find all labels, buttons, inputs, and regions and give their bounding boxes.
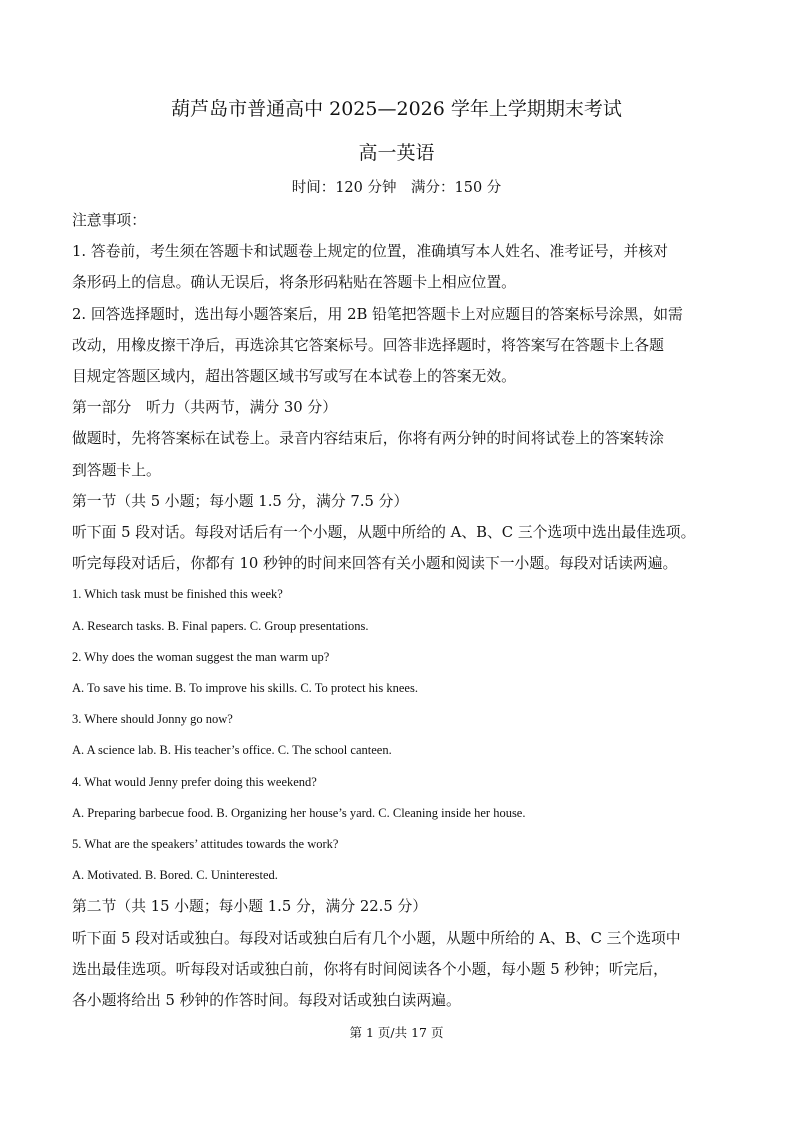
question-line: A. To save his time. B. To improve his skills. C. To protect his knees. bbox=[72, 681, 418, 696]
instruction-line: 听下面 5 段对话。每段对话后有一个小题，从题中所给的 A、B、C 三个选项中选出最佳选项。 bbox=[72, 524, 696, 542]
instruction-line: 1. 答卷前，考生须在答题卡和试题卷上规定的位置，准确填写本人姓名、准考证号，并核对 bbox=[72, 243, 668, 261]
instruction-line: 第一部分 听力（共两节，满分 30 分） bbox=[72, 399, 337, 417]
question-line: 5. What are the speakers’ attitudes towards the work? bbox=[72, 837, 339, 852]
exam-body bbox=[72, 205, 727, 1016]
instruction-line: 听下面 5 段对话或独白。每段对话或独白后有几个小题，从题中所给的 A、B、C 三个选项中 bbox=[72, 929, 681, 947]
instruction-line: 改动，用橡皮擦干净后，再选涂其它答案标号。回答非选择题时，将答案写在答题卡上各题 bbox=[72, 336, 664, 354]
exam-time-and-score: 时间：120 分钟 满分：150 分 bbox=[291, 180, 502, 196]
instruction-line: 各小题将给出 5 秒钟的作答时间。每段对话或独白读两遍。 bbox=[72, 992, 461, 1010]
question-line: 4. What would Jenny prefer doing this weekend? bbox=[72, 774, 317, 789]
instruction-line: 第一节（共 5 小题；每小题 1.5 分，满分 7.5 分） bbox=[72, 492, 409, 510]
instruction-line: 目规定答题区域内，超出答题区域书写或写在本试卷上的答案无效。 bbox=[72, 368, 516, 386]
question-line: A. Motivated. B. Bored. C. Uninterested. bbox=[72, 868, 278, 883]
instruction-line: 条形码上的信息。确认无误后，将条形码粘贴在答题卡上相应位置。 bbox=[72, 274, 516, 292]
instruction-line: 2. 回答选择题时，选出每小题答案后，用 2B 铅笔把答题卡上对应题目的答案标号涂黑，如需 bbox=[72, 305, 683, 323]
question-line: A. A science lab. B. His teacher’s office. C. The school canteen. bbox=[72, 743, 392, 758]
instruction-line: 做题时，先将答案标在试卷上。录音内容结束后，你将有两分钟的时间将试卷上的答案转涂 bbox=[72, 430, 664, 448]
instruction-line: 选出最佳选项。听每段对话或独白前，你将有时间阅读各个小题，每小题 5 秒钟；听完后， bbox=[72, 960, 668, 978]
question-line: A. Preparing barbecue food. B. Organizing her house’s yard. C. Cleaning inside her house. bbox=[72, 805, 526, 820]
question-line: 2. Why does the woman suggest the man warm up? bbox=[72, 649, 330, 664]
question-line: 1. Which task must be finished this week? bbox=[72, 587, 283, 602]
question-line: 3. Where should Jonny go now? bbox=[72, 712, 233, 727]
exam-subject: 高一英语 bbox=[358, 142, 435, 164]
instruction-line: 第二节（共 15 小题；每小题 1.5 分，满分 22.5 分） bbox=[72, 898, 428, 916]
instruction-line: 听完每段对话后，你都有 10 秒钟的时间来回答有关小题和阅读下一小题。每段对话读两遍。 bbox=[72, 555, 678, 573]
page-number: 第 1 页/共 17 页 bbox=[349, 1025, 444, 1040]
question-line: A. Research tasks. B. Final papers. C. Group presentations. bbox=[72, 618, 369, 633]
exam-title: 葫芦岛市普通高中 2025—2026 学年上学期期末考试 bbox=[171, 98, 622, 120]
instruction-line: 注意事项： bbox=[72, 212, 146, 229]
instruction-line: 到答题卡上。 bbox=[72, 461, 161, 479]
